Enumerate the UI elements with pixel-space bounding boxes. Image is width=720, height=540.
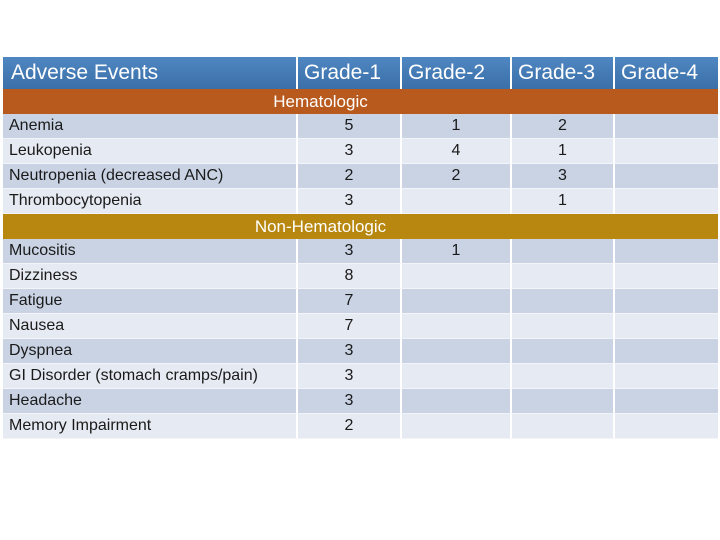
grade-3-cell <box>512 264 615 289</box>
header-grade-2: Grade-2 <box>402 57 512 89</box>
grade-1-cell: 3 <box>298 389 402 414</box>
grade-3-cell: 3 <box>512 164 615 189</box>
event-name-cell: Nausea <box>3 314 298 339</box>
grade-3-cell <box>512 239 615 264</box>
grade-3-cell <box>512 339 615 364</box>
table-row <box>3 139 718 164</box>
table-row <box>3 389 718 414</box>
grade-1-cell: 3 <box>298 339 402 364</box>
grade-3-cell <box>512 414 615 439</box>
grade-3-cell <box>512 314 615 339</box>
grade-3-cell <box>512 364 615 389</box>
grade-4-cell <box>615 414 718 439</box>
grade-4-cell <box>615 339 718 364</box>
grade-2-cell: 2 <box>402 164 512 189</box>
adverse-events-table <box>3 57 718 439</box>
grade-1-cell: 2 <box>298 164 402 189</box>
grade-4-cell <box>615 164 718 189</box>
table-row <box>3 164 718 189</box>
grade-4-cell <box>615 239 718 264</box>
table-row <box>3 189 718 214</box>
grade-1-cell: 5 <box>298 114 402 139</box>
event-name-cell: Thrombocytopenia <box>3 189 298 214</box>
grade-2-cell <box>402 364 512 389</box>
grade-1-cell: 3 <box>298 139 402 164</box>
grade-2-cell <box>402 289 512 314</box>
grade-3-cell <box>512 389 615 414</box>
event-name-cell: Anemia <box>3 114 298 139</box>
grade-3-cell: 2 <box>512 114 615 139</box>
event-name-cell: Neutropenia (decreased ANC) <box>3 164 298 189</box>
header-grade-4: Grade-4 <box>615 57 718 89</box>
table-row <box>3 289 718 314</box>
header-row <box>3 57 718 89</box>
grade-4-cell <box>615 114 718 139</box>
table-row <box>3 314 718 339</box>
grade-4-cell <box>615 264 718 289</box>
grade-1-cell: 7 <box>298 289 402 314</box>
grade-4-cell <box>615 139 718 164</box>
event-name-cell: Leukopenia <box>3 139 298 164</box>
grade-3-cell: 1 <box>512 139 615 164</box>
table-row <box>3 114 718 139</box>
table-row <box>3 414 718 439</box>
table-row <box>3 264 718 289</box>
event-name-cell: Dyspnea <box>3 339 298 364</box>
grade-3-cell: 1 <box>512 189 615 214</box>
grade-1-cell: 3 <box>298 364 402 389</box>
event-name-cell: Dizziness <box>3 264 298 289</box>
grade-2-cell: 4 <box>402 139 512 164</box>
section-header <box>3 214 718 239</box>
grade-2-cell: 1 <box>402 114 512 139</box>
grade-4-cell <box>615 364 718 389</box>
header-grade-1: Grade-1 <box>298 57 402 89</box>
grade-2-cell <box>402 414 512 439</box>
grade-1-cell: 2 <box>298 414 402 439</box>
section-title: Non-Hematologic <box>254 216 387 236</box>
grade-1-cell: 3 <box>298 239 402 264</box>
section-title: Hematologic <box>273 91 368 111</box>
section-row <box>3 214 718 239</box>
grade-4-cell <box>615 189 718 214</box>
grade-4-cell <box>615 314 718 339</box>
header-grade-3: Grade-3 <box>512 57 615 89</box>
grade-2-cell <box>402 389 512 414</box>
event-name-cell: Memory Impairment <box>3 414 298 439</box>
table-row <box>3 339 718 364</box>
table-body <box>3 89 718 439</box>
grade-4-cell <box>615 389 718 414</box>
grade-2-cell: 1 <box>402 239 512 264</box>
grade-4-cell <box>615 289 718 314</box>
grade-2-cell <box>402 189 512 214</box>
event-name-cell: Mucositis <box>3 239 298 264</box>
event-name-cell: Fatigue <box>3 289 298 314</box>
section-row <box>3 89 718 114</box>
grade-2-cell <box>402 314 512 339</box>
table-row <box>3 239 718 264</box>
event-name-cell: Headache <box>3 389 298 414</box>
grade-2-cell <box>402 264 512 289</box>
section-header <box>3 89 718 114</box>
grade-1-cell: 8 <box>298 264 402 289</box>
event-name-cell: GI Disorder (stomach cramps/pain) <box>3 364 298 389</box>
header-adverse-events: Adverse Events <box>3 57 298 89</box>
grade-2-cell <box>402 339 512 364</box>
grade-1-cell: 3 <box>298 189 402 214</box>
grade-1-cell: 7 <box>298 314 402 339</box>
table-row <box>3 364 718 389</box>
grade-3-cell <box>512 289 615 314</box>
